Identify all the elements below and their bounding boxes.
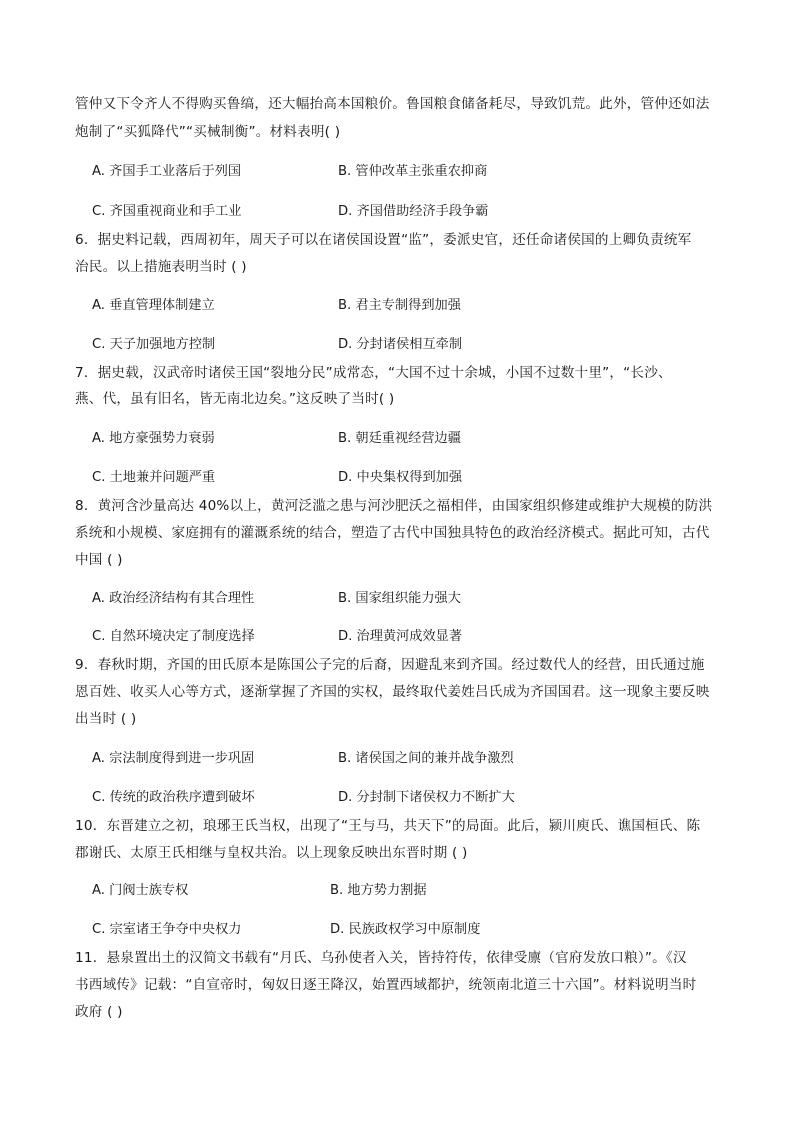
question-5-option-b[interactable]: B. 管仲改革主张重农抑商	[338, 164, 488, 179]
question-6-stem-line-2: 治民。以上措施表明当时 ( )	[75, 259, 247, 275]
question-8-option-d[interactable]: D. 治理黄河成效显著	[338, 629, 463, 644]
question-11-stem-line-3: 政府 ( )	[75, 1004, 123, 1020]
question-6-option-a[interactable]: A. 垂直管理体制建立	[92, 298, 215, 313]
question-6-option-b[interactable]: B. 君主专制得到加强	[338, 298, 461, 313]
question-11-stem-line-1: 11．悬泉置出土的汉简文书载有“月氏、乌孙使者入关，皆持符传，依律受廪（官府发放口粮）”。《汉	[75, 950, 687, 966]
question-10-option-c[interactable]: C. 宗室诸王争夺中央权力	[92, 922, 242, 937]
question-10-option-b[interactable]: B. 地方势力割据	[330, 883, 427, 898]
question-8-stem-line-2: 系统和小规模、家庭拥有的灌溉系统的结合，塑造了古代中国独具特色的政治经济模式。据此可知，古代	[75, 525, 710, 541]
question-8-option-c[interactable]: C. 自然环境决定了制度选择	[92, 629, 255, 644]
question-10-option-a[interactable]: A. 门阀士族专权	[92, 883, 189, 898]
question-9-option-a[interactable]: A. 宗法制度得到进一步巩固	[92, 751, 255, 766]
question-10-option-d[interactable]: D. 民族政权学习中原制度	[330, 922, 481, 937]
question-7-option-a[interactable]: A. 地方豪强势力衰弱	[92, 431, 215, 446]
question-11-stem-line-2: 书西域传》记载：“自宣帝时，匈奴日逐王降汉，始置西域都护，统领南北道三十六国”。材料说明当时	[75, 977, 697, 993]
question-6-option-d[interactable]: D. 分封诸侯相互牵制	[338, 337, 463, 352]
question-5-stem-line-1: 管仲又下令齐人不得购买鲁缟，还大幅抬高本国粮价。鲁国粮食储备耗尽，导致饥荒。此外，管仲还如法	[75, 96, 710, 112]
question-7-stem-line-2: 燕、代，虽有旧名，皆无南北边矣。”这反映了当时( )	[75, 391, 395, 407]
question-9-stem-line-3: 出当时 ( )	[75, 711, 137, 727]
question-7-option-b[interactable]: B. 朝廷重视经营边疆	[338, 431, 461, 446]
question-5-option-c[interactable]: C. 齐国重视商业和手工业	[92, 204, 242, 219]
question-9-option-d[interactable]: D. 分封制下诸侯权力不断扩大	[338, 790, 515, 805]
question-8-option-a[interactable]: A. 政治经济结构有其合理性	[92, 591, 255, 606]
question-8-stem-line-3: 中国 ( )	[75, 552, 123, 568]
question-5-option-a[interactable]: A. 齐国手工业落后于列国	[92, 164, 242, 179]
question-6-stem-line-1: 6．据史料记载，西周初年，周天子可以在诸侯国设置“监”，委派史官，还任命诸侯国的上卿负责统军	[75, 232, 692, 248]
question-8-stem-line-1: 8．黄河含沙量高达 40%以上，黄河泛滥之患与河沙肥沃之福相伴，由国家组织修建或维护大规模的防洪	[75, 498, 713, 514]
question-6-option-c[interactable]: C. 天子加强地方控制	[92, 337, 216, 352]
question-7-stem-line-1: 7．据史载，汉武帝时诸侯王国“裂地分民”成常态，“大国不过十余城，小国不过数十里”，“长沙、	[75, 365, 672, 381]
question-10-stem-line-1: 10．东晋建立之初，琅琊王氏当权，出现了“王与马，共天下”的局面。此后，颍川庾氏、谯国桓氏、陈	[75, 818, 701, 834]
question-7-option-d[interactable]: D. 中央集权得到加强	[338, 470, 463, 485]
question-5-option-d[interactable]: D. 齐国借助经济手段争霸	[338, 204, 489, 219]
question-10-stem-line-2: 郡谢氏、太原王氏相继与皇权共治。以上现象反映出东晋时期 ( )	[75, 845, 468, 861]
question-9-stem-line-1: 9．春秋时期，齐国的田氏原本是陈国公子完的后裔，因避乱来到齐国。经过数代人的经营，田氏通过施	[75, 657, 705, 673]
question-9-option-c[interactable]: C. 传统的政治秩序遭到破坏	[92, 790, 255, 805]
question-9-stem-line-2: 恩百姓、收买人心等方式，逐渐掌握了齐国的实权，最终取代姜姓吕氏成为齐国国君。这一现象主要反映	[75, 684, 710, 700]
question-5-stem-line-2: 炮制了“买狐降代”“买械制衡”。材料表明( )	[75, 124, 341, 140]
question-8-option-b[interactable]: B. 国家组织能力强大	[338, 591, 461, 606]
question-7-option-c[interactable]: C. 土地兼并问题严重	[92, 470, 216, 485]
question-9-option-b[interactable]: B. 诸侯国之间的兼并战争激烈	[338, 751, 514, 766]
